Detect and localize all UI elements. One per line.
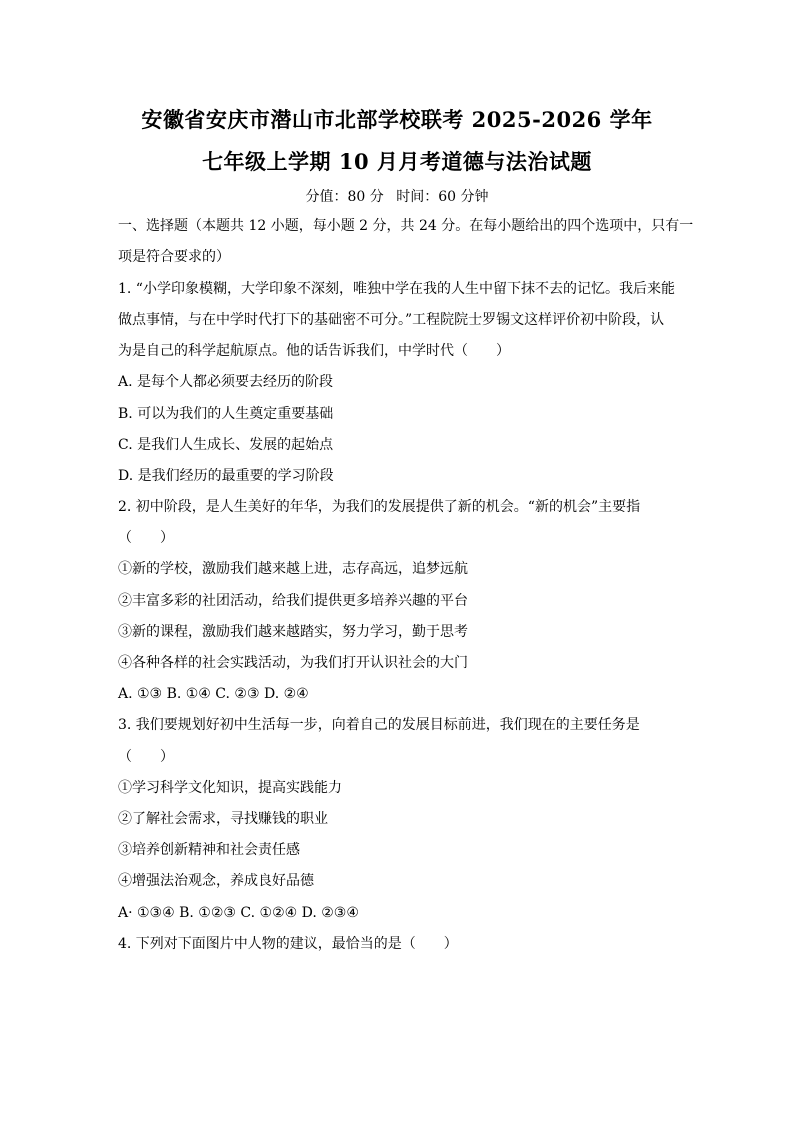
q2-statement-2: ②丰富多彩的社团活动，给我们提供更多培养兴趣的平台	[118, 593, 468, 609]
q1-stem-line3: 为是自己的科学起航原点。他的话告诉我们，中学时代（ ）	[118, 343, 510, 359]
q1-stem-line2: 做点事情，与在中学时代打下的基础密不可分。”工程院院士罗锡文这样评价初中阶段，认	[118, 312, 665, 328]
q3-options: A· ①③④ B. ①②③ C. ①②④ D. ②③④	[118, 905, 359, 921]
time-label: 时间：60 分钟	[396, 189, 489, 205]
q2-stem-line2: （ ）	[118, 530, 174, 546]
exam-title-line1: 安徽省安庆市潜山市北部学校联考 2025-2026 学年	[141, 107, 653, 132]
exam-title-line2: 七年级上学期 10 月月考道德与法治试题	[202, 149, 592, 174]
q1-option-a: A. 是每个人都必须要去经历的阶段	[118, 374, 334, 390]
score-label: 分值：80 分	[305, 189, 384, 205]
q1-stem-line1: 1. “小学印象模糊，大学印象不深刻，唯独中学在我的人生中留下抹不去的记忆。我后来能	[118, 281, 675, 297]
q1-option-d: D. 是我们经历的最重要的学习阶段	[118, 468, 334, 484]
exam-meta	[0, 186, 794, 206]
section-instructions-line1: 一、选择题（本题共 12 小题，每小题 2 分，共 24 分。在每小题给出的四个选项中，只有一	[118, 218, 694, 234]
q2-options: A. ①③ B. ①④ C. ②③ D. ②④	[118, 686, 309, 702]
q3-statement-3: ③培养创新精神和社会责任感	[118, 842, 300, 858]
q3-stem-line1: 3. 我们要规划好初中生活每一步，向着自己的发展目标前进，我们现在的主要任务是	[118, 717, 640, 733]
q1-option-c: C. 是我们人生成长、发展的起始点	[118, 437, 334, 453]
q3-statement-1: ①学习科学文化知识，提高实践能力	[118, 780, 342, 796]
q1-option-b: B. 可以为我们的人生奠定重要基础	[118, 406, 334, 422]
q4-stem-line1: 4. 下列对下面图片中人物的建议，最恰当的是（ ）	[118, 936, 458, 952]
q2-statement-3: ③新的课程，激励我们越来越踏实，努力学习，勤于思考	[118, 624, 468, 640]
q3-statement-2: ②了解社会需求，寻找赚钱的职业	[118, 811, 328, 827]
q3-stem-line2: （ ）	[118, 749, 174, 765]
q2-statement-4: ④各种各样的社会实践活动，为我们打开认识社会的大门	[118, 655, 468, 671]
q2-stem-line1: 2. 初中阶段，是人生美好的年华，为我们的发展提供了新的机会。“新的机会”主要指	[118, 499, 641, 515]
q2-statement-1: ①新的学校，激励我们越来越上进，志存高远，追梦远航	[118, 561, 468, 577]
section-instructions-line2: 项是符合要求的）	[118, 249, 230, 265]
q3-statement-4: ④增强法治观念，养成良好品德	[118, 873, 314, 889]
